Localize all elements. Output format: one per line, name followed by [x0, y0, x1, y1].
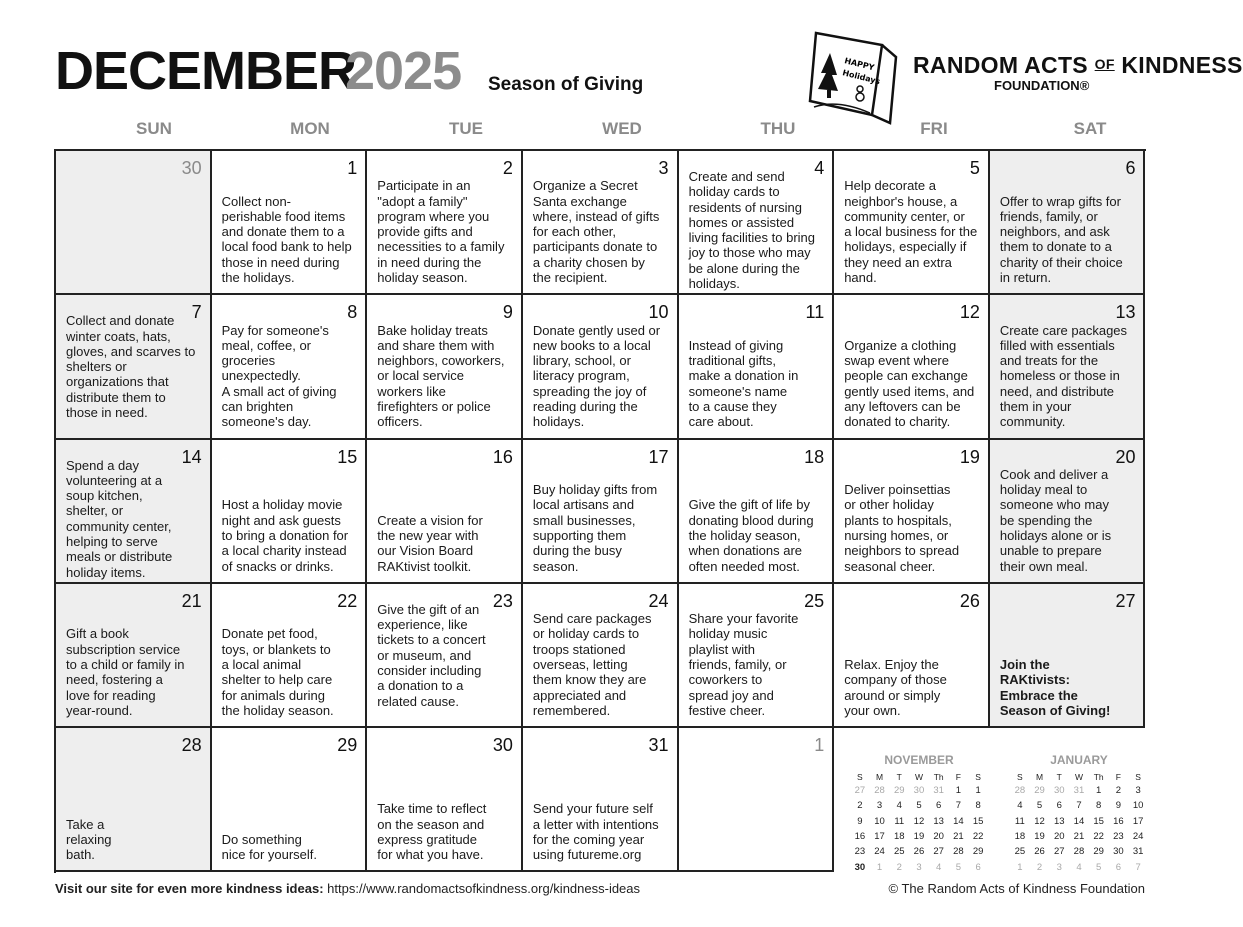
- mini-calendar-day: 14: [1073, 815, 1085, 827]
- kindness-idea-text: Give the gift of an experience, like tickets to a concert or museum, and consider including a donation to a related cause.: [377, 601, 486, 709]
- calendar-day-cell: [367, 584, 523, 728]
- mini-calendar-day: 1: [876, 861, 883, 873]
- day-number: 6: [1125, 158, 1136, 178]
- mini-calendar-day: 9: [1115, 800, 1122, 812]
- day-number: 3: [658, 158, 669, 178]
- kindness-idea-text: Organize a clothing swap event where people can exchange gently used items, and any leftovers can be donated to charity.: [844, 337, 975, 430]
- mini-calendar-day: 13: [933, 815, 944, 827]
- holiday-card-icon: [808, 29, 898, 124]
- mini-calendar-weekday: W: [1074, 771, 1083, 782]
- day-number: 21: [181, 590, 202, 611]
- mini-calendar-november: [850, 753, 988, 875]
- kindness-idea-text: Join the RAKtivists: Embrace the Season of Giving!: [999, 657, 1111, 718]
- mini-calendar-day: 10: [874, 815, 885, 827]
- mini-calendar-day: 27: [1053, 846, 1065, 858]
- mini-calendar-weekday: S: [975, 771, 981, 782]
- mini-calendar-weekday: M: [1036, 771, 1044, 782]
- day-number: 4: [814, 158, 825, 178]
- year-title: 2025: [345, 41, 462, 101]
- mini-calendar-weekday: S: [1135, 771, 1141, 782]
- mini-calendar-day: 2: [857, 800, 863, 812]
- mini-calendar-day: 16: [1113, 815, 1124, 827]
- mini-calendar-day: 6: [1056, 800, 1062, 812]
- day-number: 9: [502, 302, 513, 323]
- kindness-idea-text: Do something nice for yourself.: [221, 831, 318, 863]
- mini-calendar-day: 29: [893, 785, 905, 797]
- day-number: 23: [492, 590, 513, 611]
- kindness-idea-text: Spend a day volunteering at a soup kitchen, shelter, or community center, helping to serve meals or distribute holiday items.: [66, 457, 173, 580]
- kindness-idea-text: Take a relaxing bath.: [66, 816, 112, 863]
- kindness-idea-text: Donate pet food, toys, or blankets to a local animal shelter to help care for animals during the holiday season.: [221, 626, 334, 718]
- calendar-day-cell: [679, 440, 835, 584]
- day-number: 25: [804, 590, 825, 611]
- calendar-day-cell: [679, 295, 835, 439]
- month-title: DECEMBER: [55, 41, 357, 101]
- mini-calendar-day: 28: [1014, 785, 1026, 797]
- calendar-day-cell: [990, 440, 1146, 584]
- mini-calendar-day: 5: [916, 800, 922, 812]
- calendar-day-cell: [367, 295, 523, 439]
- calendar-day-cell: [523, 440, 679, 584]
- kindness-idea-text: Take time to reflect on the season and express gratitude for what you have.: [377, 801, 487, 863]
- calendar-day-cell: [523, 295, 679, 439]
- calendar-day-cell: [679, 728, 835, 872]
- mini-calendar-day: 5: [1096, 861, 1102, 873]
- mini-calendar-day: 28: [874, 785, 885, 797]
- mini-calendar-weekday: Th: [933, 771, 944, 782]
- mini-calendar-day: 4: [1076, 861, 1082, 873]
- day-number: 7: [191, 302, 202, 323]
- kindness-idea-text: Buy holiday gifts from local artisans and small businesses, supporting them during the busy season.: [532, 482, 658, 574]
- mini-calendar-day: 30: [913, 785, 925, 797]
- mini-calendar-day: 7: [955, 800, 962, 812]
- calendar-day-cell: [834, 295, 990, 439]
- calendar-day-cell: [212, 151, 368, 295]
- mini-calendar-day: 28: [1073, 846, 1085, 858]
- svg-text:Holidays: Holidays: [841, 68, 882, 87]
- mini-calendar-day: 29: [972, 846, 984, 858]
- mini-calendar-day: 6: [975, 861, 981, 873]
- footer-link-text: Visit our site for even more kindness ideas: https://www.randomactsofkindness.org/kindness-ideas: [55, 881, 641, 896]
- calendar-day-cell: [679, 584, 835, 728]
- day-number: 2: [502, 158, 513, 178]
- mini-calendar-day: 23: [854, 846, 866, 858]
- kindness-idea-text: Send care packages or holiday cards to troops stationed overseas, letting them know they are appreciated and remembered.: [532, 611, 652, 718]
- calendar-day-cell: [367, 728, 523, 872]
- mini-calendar-day: 14: [953, 815, 964, 827]
- mini-calendar-day: 5: [1036, 800, 1043, 812]
- day-number: 13: [1115, 302, 1136, 323]
- calendar-day-cell: [367, 440, 523, 584]
- mini-calendar-day: 30: [1113, 846, 1124, 858]
- kindness-idea-text: Collect and donate winter coats, hats, gloves, and scarves to shelters or organizations that distribute them to those in need.: [66, 313, 196, 421]
- kindness-idea-text: Pay for someone's meal, coffee, or groceries unexpectedly. A small act of giving can brighten someone's day.: [221, 322, 337, 430]
- weekday-sun: SUN: [136, 119, 172, 138]
- mini-calendar-day: 4: [1017, 800, 1023, 812]
- day-number: 8: [347, 302, 358, 323]
- mini-calendar-weekday: T: [1056, 771, 1062, 782]
- mini-calendar-day: 7: [1076, 800, 1082, 812]
- kindness-idea-text: Give the gift of life by donating blood during the holiday season, when donations are often needed most.: [688, 497, 814, 574]
- mini-calendar-day: 18: [893, 831, 905, 843]
- mini-calendar-day: 25: [893, 846, 905, 858]
- mini-calendar-day: 1: [1096, 785, 1102, 797]
- kindness-idea-text: Bake holiday treats and share them with neighbors, coworkers, or local service workers like firefighters or police officers.: [377, 322, 505, 430]
- calendar-day-cell: [523, 584, 679, 728]
- mini-calendar-day: 4: [896, 800, 902, 812]
- calendar-day-cell: [367, 151, 523, 295]
- mini-calendar-weekday: W: [914, 771, 923, 782]
- mini-calendar-day: 27: [933, 846, 944, 858]
- kindness-idea-text: Instead of giving traditional gifts, make a donation in someone's name to a cause they care about.: [688, 337, 799, 430]
- mini-calendar-day: 28: [953, 846, 964, 858]
- mini-calendar-day: 24: [874, 846, 885, 858]
- mini-calendar-day: 24: [1132, 831, 1144, 843]
- mini-calendar-day: 31: [933, 785, 944, 797]
- mini-calendar-day: 22: [1093, 831, 1104, 843]
- calendar-day-cell: [834, 151, 990, 295]
- mini-calendar-day: 3: [1056, 861, 1062, 873]
- calendar-day-cell: [523, 728, 679, 872]
- mini-calendar-day: 21: [953, 831, 964, 843]
- calendar-subtitle: Season of Giving: [488, 74, 644, 95]
- calendar-day-cell: [990, 584, 1146, 728]
- weekday-wed: WED: [602, 119, 642, 138]
- mini-calendar-day: 3: [876, 800, 883, 812]
- kindness-idea-text: Create and send holiday cards to residents of nursing homes or assisted living facilities to bring joy to those who may be alone during the holidays.: [688, 169, 816, 292]
- mini-calendar-day: 4: [936, 861, 942, 873]
- day-number: 30: [492, 735, 513, 756]
- mini-calendar-day: 30: [1053, 785, 1065, 797]
- mini-calendar-day: 1: [1017, 861, 1023, 873]
- kindness-idea-text: Deliver poinsettias or other holiday plants to hospitals, nursing homes, or neighbors to spread seasonal cheer.: [844, 482, 960, 574]
- day-number: 27: [1115, 590, 1136, 611]
- mini-calendar-month: NOVEMBER: [884, 753, 954, 767]
- mini-calendar-day: 19: [913, 831, 925, 843]
- calendar-day-cell: [990, 295, 1146, 439]
- kindness-idea-text: Gift a book subscription service to a child or family in need, fostering a love for reading year-round.: [66, 626, 185, 718]
- mini-calendar-day: 6: [936, 800, 942, 812]
- mini-calendar-january: [1010, 753, 1148, 875]
- calendar-day-cell: [56, 728, 212, 872]
- mini-calendar-day: 7: [1135, 861, 1141, 873]
- day-number: 14: [181, 446, 202, 467]
- calendar-day-cell: [990, 151, 1146, 295]
- mini-calendar-day: 11: [1014, 815, 1025, 827]
- mini-calendar-month: JANUARY: [1050, 753, 1108, 767]
- mini-calendar-day: 17: [874, 831, 885, 843]
- mini-calendar-day: 21: [1073, 831, 1085, 843]
- calendar-day-cell: [56, 440, 212, 584]
- kindness-idea-text: Donate gently used or new books to a local library, school, or literacy program, spreading the joy of reading during the holidays.: [532, 322, 661, 430]
- kindness-idea-text: Create a vision for the new year with our Vision Board RAKtivist toolkit.: [377, 512, 483, 574]
- weekday-mon: MON: [290, 119, 330, 138]
- day-number: 26: [959, 590, 980, 611]
- mini-calendar-day: 15: [1093, 815, 1104, 827]
- mini-calendar-day: 27: [854, 785, 866, 797]
- calendar-day-cell: [56, 151, 212, 295]
- day-number: 1: [814, 735, 825, 756]
- calendar-day-cell: [56, 584, 212, 728]
- mini-calendar-day: 2: [896, 861, 902, 873]
- day-number: 28: [181, 735, 202, 756]
- svg-text:HAPPY: HAPPY: [843, 56, 876, 73]
- brand-name: RANDOM ACTS OF KINDNESS: [913, 52, 1243, 78]
- mini-calendar-day: 12: [1034, 815, 1045, 827]
- mini-calendar-day: 29: [1034, 785, 1045, 797]
- mini-calendar-day: 31: [1132, 846, 1144, 858]
- mini-calendar-day: 11: [894, 815, 905, 827]
- day-number: 24: [648, 590, 669, 611]
- day-number: 17: [648, 446, 669, 467]
- kindness-idea-text: Participate in an "adopt a family" program where you provide gifts and necessities to a family in need during the holiday season.: [377, 178, 505, 285]
- day-number: 30: [181, 158, 202, 178]
- mini-calendar-day: 25: [1014, 846, 1026, 858]
- mini-calendar-day: 3: [1135, 785, 1141, 797]
- mini-calendar-day: 1: [955, 785, 962, 797]
- kindness-idea-text: Help decorate a neighbor's house, a community center, or a local business for the holidays, especially if they need an extra hand.: [844, 178, 978, 285]
- kindness-ideas-link[interactable]: https://www.randomactsofkindness.org/kindness-ideas: [323, 881, 641, 896]
- mini-calendar-weekday: S: [1017, 771, 1023, 782]
- calendar-day-cell: [679, 151, 835, 295]
- mini-calendar-day: 26: [913, 846, 925, 858]
- mini-calendar-day: 26: [1034, 846, 1045, 858]
- weekday-fri: FRI: [920, 119, 948, 138]
- mini-calendar-day: 8: [1096, 800, 1102, 812]
- kindness-idea-text: Send your future self a letter with intentions for the coming year using futureme.org: [532, 801, 659, 863]
- mini-calendar-weekday: F: [955, 771, 961, 782]
- day-number: 5: [969, 158, 980, 178]
- weekday-tue: TUE: [449, 119, 483, 138]
- day-number: 22: [337, 590, 358, 611]
- calendar-day-cell: [212, 440, 368, 584]
- mini-calendar-day: 15: [972, 815, 984, 827]
- mini-calendar-day: 18: [1014, 831, 1026, 843]
- mini-calendar-weekday: F: [1115, 771, 1121, 782]
- kindness-idea-text: Cook and deliver a holiday meal to someone who may be spending the holidays alone or is unable to prepare their own meal.: [999, 466, 1112, 574]
- day-number: 11: [805, 302, 825, 323]
- kindness-idea-text: Offer to wrap gifts for friends, family, or neighbors, and ask them to donate to a charity of their choice in return.: [999, 193, 1123, 285]
- kindness-idea-text: Collect non- perishable food items and donate them to a local food bank to help those in need during the holidays.: [221, 193, 352, 285]
- calendar-day-cell: [212, 584, 368, 728]
- day-number: 10: [648, 302, 669, 323]
- mini-calendar-day: 19: [1034, 831, 1045, 843]
- mini-calendar-day: 22: [972, 831, 984, 843]
- calendar-day-cell: [56, 295, 212, 439]
- day-number: 16: [492, 446, 513, 467]
- kindness-idea-text: Relax. Enjoy the company of those around or simply your own.: [844, 657, 947, 718]
- calendar-day-cell: [212, 295, 368, 439]
- day-number: 1: [347, 158, 358, 178]
- weekday-thu: THU: [760, 119, 796, 138]
- mini-calendar-day: 30: [854, 861, 866, 873]
- mini-calendar-day: 1: [975, 785, 981, 797]
- copyright: © The Random Acts of Kindness Foundation: [888, 881, 1145, 896]
- mini-calendar-day: 20: [933, 831, 944, 843]
- calendar-day-cell: [212, 728, 368, 872]
- kindness-idea-text: Host a holiday movie night and ask guests to bring a donation for a local charity instead of snacks or drinks.: [221, 497, 349, 574]
- mini-calendar-weekday: Th: [1093, 771, 1104, 782]
- kindness-idea-text: Organize a Secret Santa exchange where, instead of gifts for each other, participants donate to a charity chosen by the recipient.: [532, 178, 660, 285]
- calendar-day-cell: [834, 440, 990, 584]
- mini-calendar-day: 20: [1053, 831, 1065, 843]
- day-number: 31: [648, 735, 669, 756]
- mini-calendar-day: 5: [955, 861, 962, 873]
- day-number: 12: [959, 302, 980, 323]
- day-number: 19: [959, 446, 980, 467]
- mini-calendar-day: 6: [1115, 861, 1122, 873]
- mini-calendar-day: 2: [1036, 861, 1043, 873]
- calendar-day-cell: [834, 584, 990, 728]
- brand-foundation: FOUNDATION®: [994, 78, 1090, 93]
- mini-calendar-weekday: M: [876, 771, 884, 782]
- mini-calendar-weekday: S: [857, 771, 863, 782]
- mini-calendar-day: 31: [1073, 785, 1085, 797]
- day-number: 20: [1115, 446, 1136, 467]
- mini-calendar-day: 13: [1053, 815, 1065, 827]
- mini-calendar-day: 3: [916, 861, 922, 873]
- mini-calendar-day: 17: [1132, 815, 1144, 827]
- mini-calendar-day: 8: [975, 800, 981, 812]
- mini-calendar-weekday: T: [896, 771, 902, 782]
- kindness-idea-text: Create care packages filled with essentials and treats for the homeless or those in need, and distribute them in your community.: [999, 322, 1128, 430]
- mini-calendar-day: 9: [857, 815, 863, 827]
- mini-calendar-day: 10: [1132, 800, 1144, 812]
- mini-calendar-day: 29: [1093, 846, 1104, 858]
- weekday-sat: SAT: [1073, 119, 1107, 138]
- mini-calendar-day: 12: [913, 815, 925, 827]
- day-number: 29: [337, 735, 358, 756]
- kindness-idea-text: Share your favorite holiday music playlist with friends, family, or coworkers to spread joy and festive cheer.: [688, 611, 799, 718]
- mini-calendar-day: 16: [854, 831, 866, 843]
- mini-calendar-day: 23: [1113, 831, 1124, 843]
- day-number: 18: [804, 446, 825, 467]
- mini-calendar-day: 2: [1115, 785, 1122, 797]
- day-number: 15: [337, 446, 358, 467]
- calendar-day-cell: [523, 151, 679, 295]
